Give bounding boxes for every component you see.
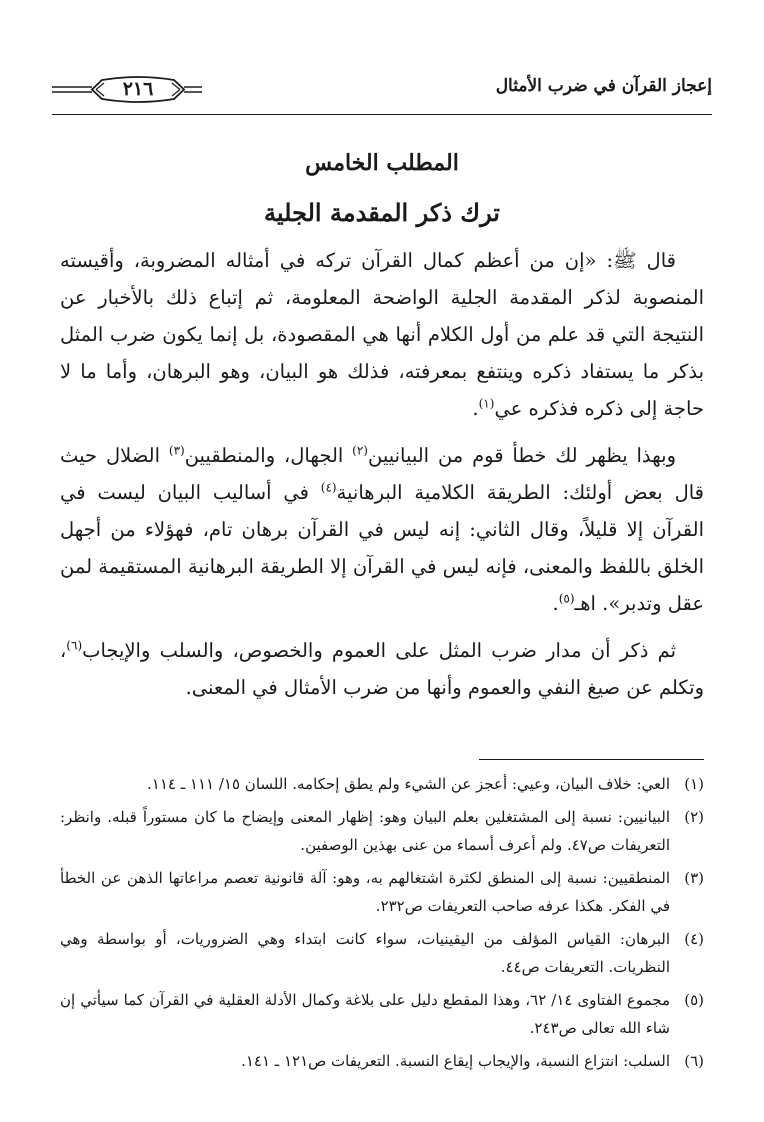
footnote [60, 1047, 704, 1075]
footnote-text: مجموع الفتاوى ١٤/ ٦٢، وهذا المقطع دليل على بلاغة وكمال الأدلة العقلية في القرآن كما سيأتي إن شاء الله تعالى ص٢٤٣. [60, 991, 671, 1037]
paragraph-3-part-a: ثم ذكر أن مدار ضرب المثل على العموم والخصوص، والسلب والإيجاب [82, 639, 676, 662]
section-title: ترك ذكر المقدمة الجلية [264, 198, 500, 227]
header-rule [52, 114, 712, 115]
footnote-ref-2[interactable]: (٢) [352, 443, 368, 458]
page-number: ٢١٦ [122, 78, 154, 100]
footnote-number: (٣) [684, 869, 704, 887]
footnote-text: السلب: انتزاع النسبة، والإيجاب إيقاع النسبة. التعريفات ص١٢١ ـ ١٤١. [241, 1052, 670, 1070]
page-number-ornament [52, 70, 202, 110]
footnote-rule [479, 759, 704, 760]
paragraph-2-part-d: في أساليب البيان ليست في القرآن إلا قليلاً، وقال الثاني: إنه ليس في القرآن برهان تام، فهؤلاء من أجهل الخلق باللفظ والمعنى، فإنه ليس في القرآن إلا الطريقة البرهانية المستقيمة لمن عقل وتدبر». اهـ [60, 481, 704, 615]
section-label: المطلب الخامس [305, 150, 459, 176]
footnote [60, 803, 704, 859]
footnote-ref-3[interactable]: (٣) [168, 443, 185, 458]
footnote-text: البيانيين: نسبة إلى المشتغلين بعلم البيان وهو: إظهار المعنى وإيضاح ما كان مستوراً قبله. وانظر: التعريفات ص٤٧. ولم أعرف أسماء من عنى بهذين الوصفين. [60, 808, 670, 854]
paragraph-3-part-b: ، وتكلم عن صيغ النفي والعموم وأنها من ضرب الأمثال في المعنى. [60, 639, 704, 699]
footnote [60, 770, 704, 798]
paragraph-1-end: . [472, 397, 479, 420]
footnote-text: البرهان: القياس المؤلف من اليقينيات، سواء كانت ابتداء وهي الضروريات، أو بواسطة وهي النظريات. التعريفات ص٤٤. [60, 930, 670, 976]
footnote-text: العي: خلاف البيان، وعيي: أعجز عن الشيء ولم يطق إحكامه. اللسان ١٥/ ١١١ ـ ١١٤. [147, 775, 670, 793]
footnote [60, 925, 704, 981]
main-text [60, 242, 704, 716]
paragraph-2-end: . [552, 592, 559, 615]
footnote-number: (٥) [684, 991, 704, 1009]
footnote-number: (١) [684, 775, 704, 793]
footnote-number: (٦) [684, 1052, 704, 1070]
paragraph-1-text: قال ﷺ: «إن من أعظم كمال القرآن تركه في أمثاله المضروبة، وأقيسته المنصوبة لذكر المقدمة الجلية الواضحة المعلومة، ثم إتباع ذلك بالأخبار عن النتيجة التي قد علم من أول الكلام أنها هي المقصودة، بل إنما يكون ضرب المثل بذكر ما يستفاد ذكره وينتفع بمعرفته، فذلك هو البيان، وهو البرهان، وأما ما لا حاجة إلى ذكره فذكره عي [60, 249, 704, 420]
footnote-number: (٤) [684, 930, 704, 948]
footnote-number: (٢) [684, 808, 704, 826]
footnote-ref-1[interactable]: (١) [478, 396, 495, 411]
paragraph-1 [60, 242, 704, 427]
footnote-ref-5[interactable]: (٥) [558, 591, 575, 606]
book-title: إعجاز القرآن في ضرب الأمثال [495, 76, 712, 96]
paragraph-2-part-c: الضلال حيث قال بعض أولئك: الطريقة الكلامية البرهانية [60, 444, 704, 504]
footnotes [60, 770, 704, 1080]
paragraph-2 [60, 437, 704, 622]
footnote [60, 864, 704, 920]
paragraph-2-part-b: الجهال، والمنطقيين [184, 444, 353, 467]
footnote-ref-4[interactable]: (٤) [320, 480, 337, 495]
running-header [52, 70, 712, 110]
footnote-ref-6[interactable]: (٦) [66, 638, 83, 653]
paragraph-3 [60, 632, 704, 706]
footnote [60, 986, 704, 1042]
paragraph-2-part-a: وبهذا يظهر لك خطأ قوم من البيانيين [367, 444, 676, 467]
footnote-text: المنطقيين: نسبة إلى المنطق لكثرة اشتغالهم به، وهو: آلة قانونية تعصم مراعاتها الذهن عن الخطأ في الفكر. هكذا عرفه صاحب التعريفات ص٢٣٢. [60, 869, 670, 915]
